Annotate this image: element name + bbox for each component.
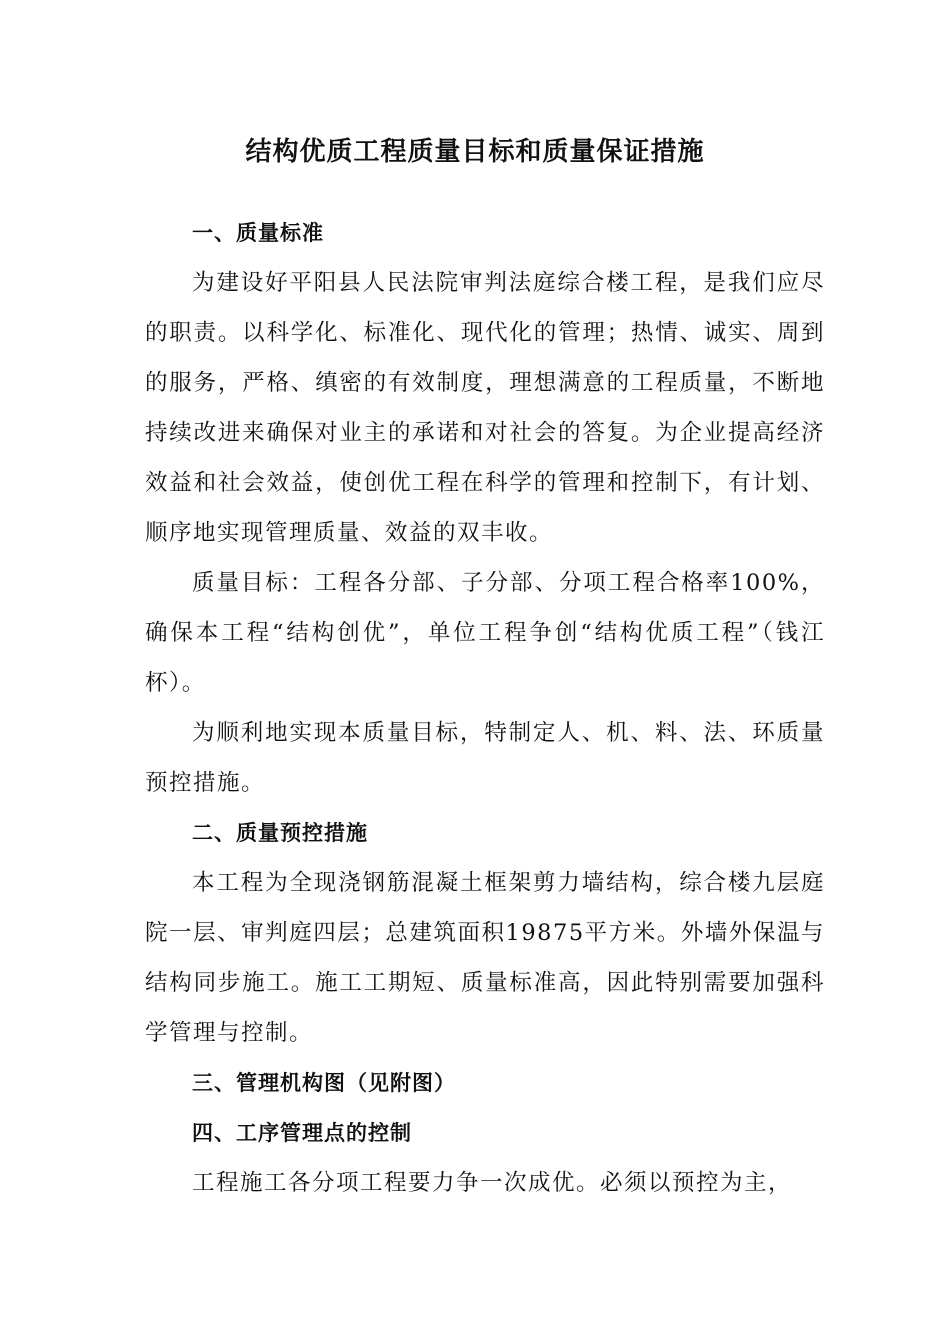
section-heading-quality-control: 二、质量预控措施 — [192, 821, 368, 845]
paragraph-process-intro: 工程施工各分项工程要力争一次成优。必须以预控为主， — [192, 1170, 793, 1196]
document-title: 结构优质工程质量目标和质量保证措施 — [245, 137, 705, 167]
section-heading-process-control: 四、工序管理点的控制 — [192, 1121, 412, 1145]
section-heading-org-chart: 三、管理机构图（见附图） — [192, 1071, 456, 1095]
section-heading-quality-standard: 一、质量标准 — [192, 221, 324, 245]
paragraph-quality-target: 质量目标：工程各分部、子分部、分项工程合格率100%，确保本工程“结构创优”，单位工程争创“结构优质工程”（钱江杯）。 — [145, 570, 825, 696]
paragraph-prevention-intro: 为顺利地实现本质量目标，特制定人、机、料、法、环质量预控措施。 — [145, 720, 825, 796]
paragraph-project-overview: 本工程为全现浇钢筋混凝土框架剪力墙结构，综合楼九层庭院一层、审判庭四层；总建筑面积19875平方米。外墙外保温与结构同步施工。施工工期短、质量标准高，因此特别需要加强科学管理与控制。 — [145, 870, 825, 1046]
document-body — [145, 208, 825, 1208]
paragraph-responsibility: 为建设好平阳县人民法院审判法庭综合楼工程，是我们应尽的职责。以科学化、标准化、现代化的管理；热情、诚实、周到的服务，严格、缜密的有效制度，理想满意的工程质量，不断地持续改进来确保对业主的承诺和对社会的答复。为企业提高经济效益和社会效益，使创优工程在科学的管理和控制下，有计划、顺序地实现管理质量、效益的双丰收。 — [145, 270, 825, 546]
